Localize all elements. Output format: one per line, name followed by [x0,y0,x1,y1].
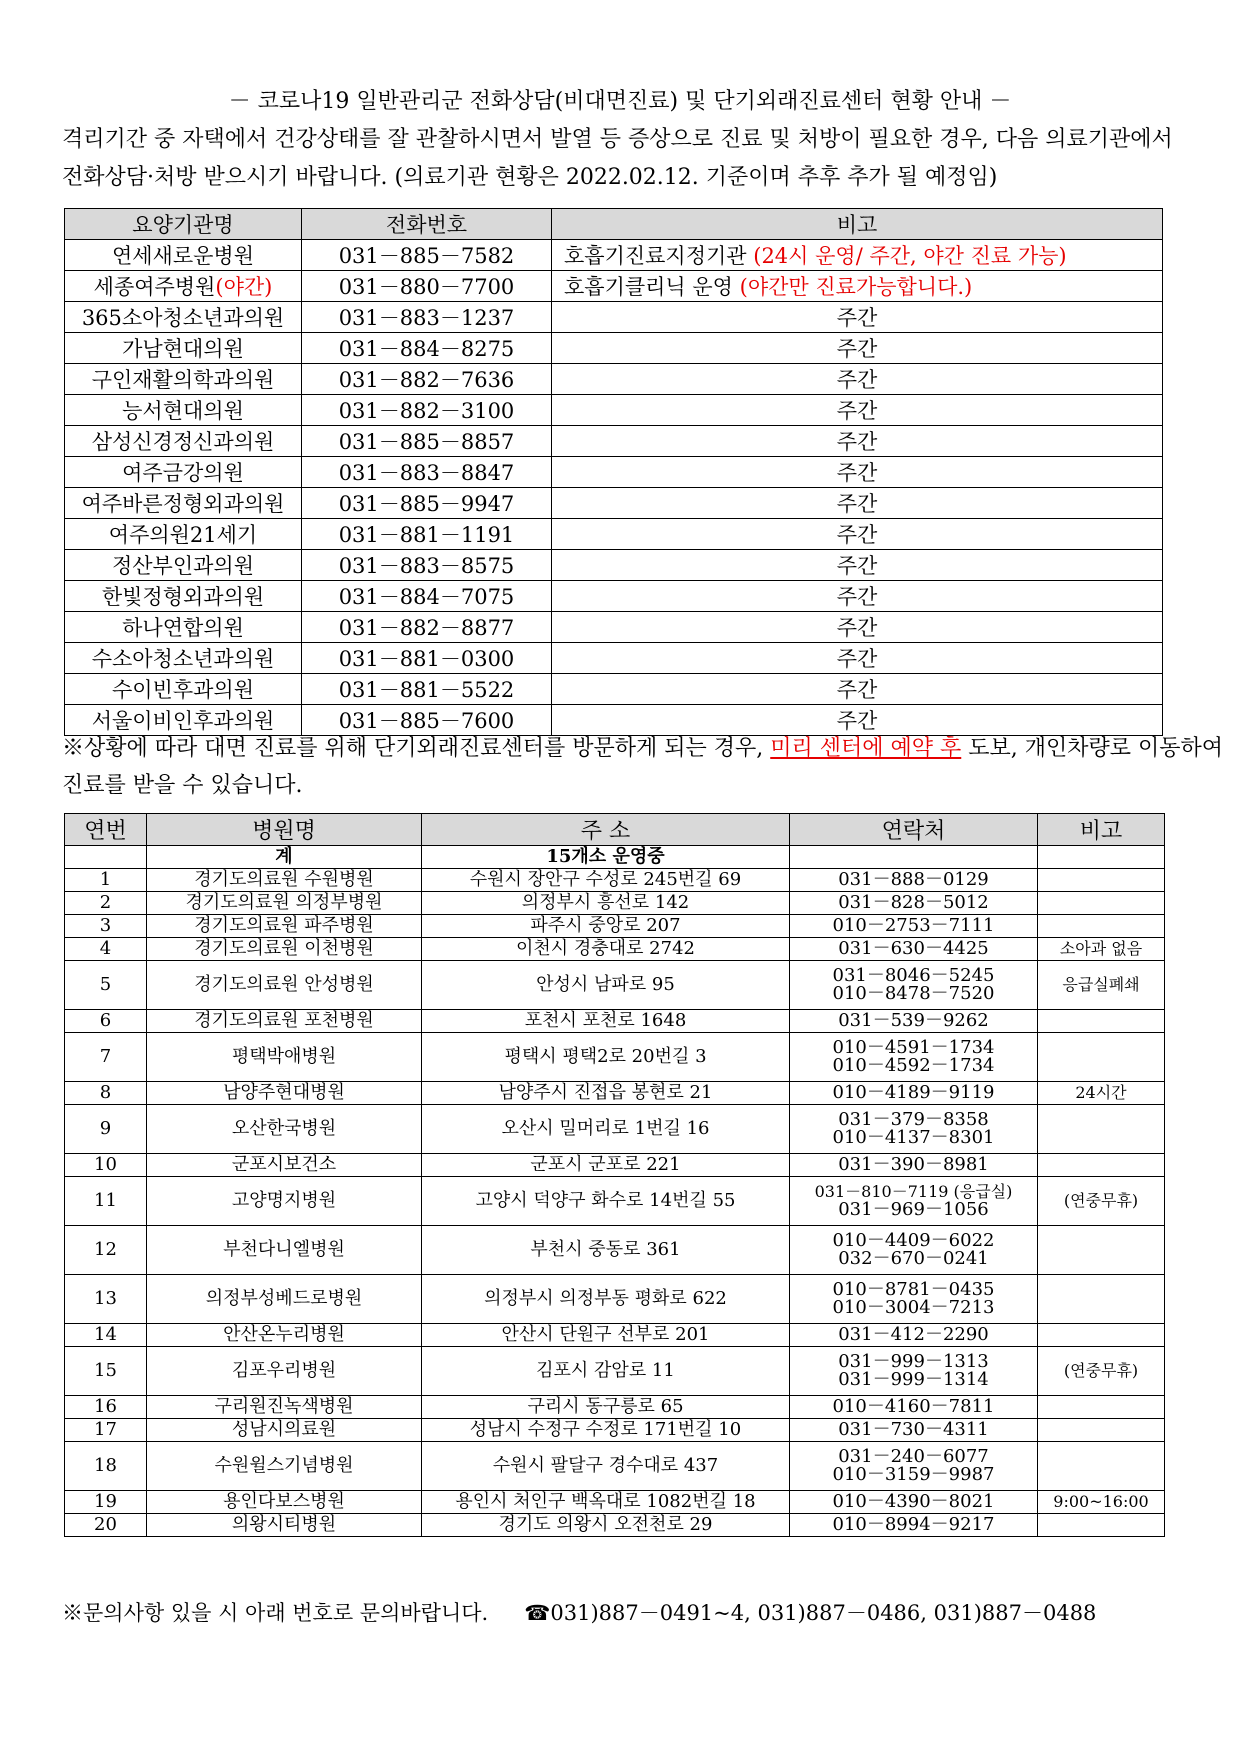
hospital-address: 파주시 중앙로 207 [422,915,790,938]
hospital-name: 수원윌스기념병원 [147,1442,422,1491]
short-term-clinic-table [64,813,1165,1537]
contact-phone-alt: 031－969－1056 [838,1199,989,1220]
reservation-emphasis: 미리 센터에 예약 후 [770,736,962,761]
hospital-name: 경기도의료원 의정부병원 [147,892,422,915]
institution-name: 연세새로운병원 [111,244,254,268]
hospital-name: 안산온누리병원 [147,1324,422,1347]
hospital-address: 용인시 처인구 백옥대로 1082번길 18 [422,1491,790,1514]
intro-line-2: 전화상담·처방 받으시기 바랍니다. (의료기관 현황은 2022.02.12. 기준이며 추후 추가 될 예정임) [62,165,998,190]
header-remark: 비고 [1038,814,1165,846]
phone-cell: 031－885－7600 [302,705,552,736]
contact-phone-alt: 031－999－1314 [838,1369,989,1390]
note-text: 주간 [836,461,878,485]
note-text: 주간 [836,368,878,392]
remark-cell [1038,1154,1165,1177]
contact-cell [790,869,1038,892]
note-text: 주간 [836,337,878,361]
row-number: 18 [65,1442,147,1491]
table-row [65,240,1163,271]
institution-name: 여주금강의원 [122,461,244,485]
hospital-name: 평택박애병원 [147,1033,422,1082]
note-cell [552,581,1163,612]
note-cell [552,426,1163,457]
row-number: 20 [65,1514,147,1537]
contact-phone: 010－4160－7811 [832,1396,995,1417]
table-row [65,643,1163,674]
institution-name: 수이빈후과의원 [111,678,254,702]
table-row [65,550,1163,581]
hospital-name: 경기도의료원 수원병원 [147,869,422,892]
table-header-row [65,814,1165,846]
note-cell [552,457,1163,488]
contact-phone: 031－999－1313 [838,1351,989,1372]
table-row [65,1514,1165,1537]
hospital-name: 구리원진녹색병원 [147,1396,422,1419]
row-number: 10 [65,1154,147,1177]
institution-tag: (야간) [215,275,273,299]
institution-cell [65,271,302,302]
summary-row [65,846,1165,869]
header-address: 주 소 [422,814,790,846]
institution-name: 수소아청소년과의원 [91,647,275,671]
row-number: 6 [65,1010,147,1033]
hospital-name: 군포시보건소 [147,1154,422,1177]
hospital-name: 경기도의료원 안성병원 [147,961,422,1010]
hospital-address: 포천시 포천로 1648 [422,1010,790,1033]
remark-cell: (연중무휴) [1038,1177,1165,1226]
contact-cell [790,1514,1038,1537]
note-text: 주간 [836,554,878,578]
note-text: 호흡기클리닉 운영 [564,275,740,299]
phone-cell: 031－881－5522 [302,674,552,705]
row-number: 7 [65,1033,147,1082]
note-text: 호흡기진료지정기관 [564,244,754,268]
phone-cell: 031－880－7700 [302,271,552,302]
row-number: 8 [65,1082,147,1105]
institution-name: 세종여주병원 [93,275,216,299]
hospital-address: 의정부시 흥선로 142 [422,892,790,915]
hospital-name: 경기도의료원 파주병원 [147,915,422,938]
row-number: 16 [65,1396,147,1419]
contact-cell [790,1275,1038,1324]
phone-cell: 031－882－3100 [302,395,552,426]
hospital-address: 부천시 중동로 361 [422,1226,790,1275]
contact-cell [790,1033,1038,1082]
remark-cell: (연중무휴) [1038,1347,1165,1396]
contact-phone-alt: 010－8478－7520 [832,983,995,1004]
table-row [65,1226,1165,1275]
summary-label: 계 [147,846,422,869]
hospital-name: 경기도의료원 이천병원 [147,938,422,961]
table-row [65,1105,1165,1154]
contact-phone: 031－810－7119 (응급실) [814,1182,1013,1201]
institution-name: 여주의원21세기 [108,523,258,547]
table-row [65,1442,1165,1491]
contact-cell [790,892,1038,915]
note-text: 주간 [836,616,878,640]
hospital-address: 안성시 남파로 95 [422,961,790,1010]
institution-name: 365소아청소년과의원 [81,306,285,330]
contact-phone: 010－4390－8021 [832,1491,995,1512]
table-row [65,1177,1165,1226]
visit-notice-line-2: 진료를 받을 수 있습니다. [62,773,303,798]
contact-cell [790,1396,1038,1419]
header-phone: 전화번호 [302,209,552,240]
hospital-name: 경기도의료원 포천병원 [147,1010,422,1033]
table-row [65,302,1163,333]
note-text: 주간 [836,430,878,454]
row-number: 1 [65,869,147,892]
institution-cell [65,395,302,426]
summary-count: 15개소 운영중 [422,846,790,869]
contact-phone: 010－4409－6022 [832,1230,995,1251]
row-number: 15 [65,1347,147,1396]
contact-cell [790,915,1038,938]
remark-cell [1038,1033,1165,1082]
row-number: 3 [65,915,147,938]
contact-phone-alt: 010－3004－7213 [832,1297,995,1318]
institution-name: 한빛정형외과의원 [101,585,265,609]
remark-cell [1038,1419,1165,1442]
institution-cell [65,364,302,395]
institution-cell [65,550,302,581]
remark-cell [1038,1514,1165,1537]
note-cell [552,333,1163,364]
phone-cell: 031－885－8857 [302,426,552,457]
row-number: 19 [65,1491,147,1514]
hospital-name: 의정부성베드로병원 [147,1275,422,1324]
table-row [65,333,1163,364]
remark-cell [1038,915,1165,938]
note-text: 주간 [836,709,878,733]
table-row [65,364,1163,395]
phone-cell: 031－882－7636 [302,364,552,395]
table-row [65,1491,1165,1514]
hospital-address: 안산시 단원구 선부로 201 [422,1324,790,1347]
phone-cell: 031－885－9947 [302,488,552,519]
remark-cell [1038,892,1165,915]
contact-phone-alt: 010－4137－8301 [832,1127,995,1148]
phone-cell: 031－884－8275 [302,333,552,364]
phone-cell: 031－883－8847 [302,457,552,488]
table-header-row [65,209,1163,240]
page-title: － 코로나19 일반관리군 전화상담(비대면진료) 및 단기외래진료센터 현황 안내 － [228,89,1012,114]
table-row [65,519,1163,550]
institution-name: 구인재활의학과의원 [91,368,275,392]
remark-cell: 9:00~16:00 [1038,1491,1165,1514]
contact-cell [790,1154,1038,1177]
contact-cell [790,1010,1038,1033]
row-number: 12 [65,1226,147,1275]
note-cell [552,395,1163,426]
header-institution: 요양기관명 [65,209,302,240]
phone-cell: 031－884－7075 [302,581,552,612]
visit-notice-text-end: 도보, 개인차량로 이동하여 [961,736,1223,761]
remark-cell [1038,1442,1165,1491]
contact-phone: 031－379－8358 [838,1109,989,1130]
contact-cell [790,938,1038,961]
note-cell [552,488,1163,519]
institution-cell [65,519,302,550]
visit-notice-line-1 [62,731,1223,762]
institution-name: 능서현대의원 [122,399,244,423]
table-row [65,1275,1165,1324]
table-row [65,961,1165,1010]
institution-name: 서울이비인후과의원 [91,709,275,733]
table-row [65,915,1165,938]
hospital-name: 남양주현대병원 [147,1082,422,1105]
note-text: 주간 [836,647,878,671]
hospital-name: 용인다보스병원 [147,1491,422,1514]
table-row [65,395,1163,426]
header-hospital: 병원명 [147,814,422,846]
hospital-address: 김포시 감암로 11 [422,1347,790,1396]
contact-cell [790,961,1038,1010]
hospital-address: 구리시 동구릉로 65 [422,1396,790,1419]
contact-cell [790,1491,1038,1514]
note-text: 주간 [836,523,878,547]
visit-notice-text: ※상황에 따라 대면 진료를 위해 단기외래진료센터를 방문하게 되는 경우, [62,736,771,761]
remark-cell [1038,1324,1165,1347]
table-row [65,612,1163,643]
table-row [65,938,1165,961]
table-row [65,869,1165,892]
table-row [65,581,1163,612]
remark-cell: 24시간 [1038,1082,1165,1105]
remark-cell: 응급실폐쇄 [1038,961,1165,1010]
contact-cell [790,1226,1038,1275]
phone-cell: 031－885－7582 [302,240,552,271]
row-number: 17 [65,1419,147,1442]
hospital-name: 김포우리병원 [147,1347,422,1396]
hospital-name: 오산한국병원 [147,1105,422,1154]
hospital-name: 부천다니엘병원 [147,1226,422,1275]
phone-cell: 031－881－0300 [302,643,552,674]
table-row [65,426,1163,457]
note-cell [552,302,1163,333]
contact-phone: 031－390－8981 [838,1154,989,1175]
institution-cell [65,333,302,364]
hospital-name: 고양명지병원 [147,1177,422,1226]
institution-name: 정산부인과의원 [111,554,254,578]
institution-name: 여주바른정형외과의원 [81,492,285,516]
contact-phone: 031－828－5012 [838,892,989,913]
contact-cell [790,1419,1038,1442]
note-cell [552,674,1163,705]
note-cell [552,643,1163,674]
hospital-address: 이천시 경충대로 2742 [422,938,790,961]
contact-phone: 031－412－2290 [838,1324,989,1345]
institution-cell [65,457,302,488]
note-cell [552,240,1163,271]
contact-phone: 031－630－4425 [838,938,989,959]
note-emphasis: (야간만 진료가능합니다.) [739,275,973,299]
header-number: 연번 [65,814,147,846]
institution-name: 삼성신경정신과의원 [91,430,275,454]
note-text: 주간 [836,399,878,423]
note-text: 주간 [836,492,878,516]
phone-consult-table [64,208,1163,736]
phone-cell: 031－883－1237 [302,302,552,333]
contact-phone: 031－539－9262 [838,1010,989,1031]
table-row [65,674,1163,705]
remark-cell [1038,1010,1165,1033]
summary-empty [65,846,147,869]
contact-cell [790,1442,1038,1491]
contact-cell [790,1082,1038,1105]
table-row [65,1082,1165,1105]
remark-cell [1038,869,1165,892]
hospital-name: 의왕시티병원 [147,1514,422,1537]
table-row [65,1154,1165,1177]
phone-cell: 031－881－1191 [302,519,552,550]
table-row [65,1419,1165,1442]
contact-phone: 031－240－6077 [838,1446,989,1467]
row-number: 5 [65,961,147,1010]
table-row [65,488,1163,519]
contact-cell [790,1347,1038,1396]
institution-cell [65,643,302,674]
institution-cell [65,488,302,519]
note-emphasis: (24시 운영/ 주간, 야간 진료 가능) [753,244,1067,268]
note-text: 주간 [836,678,878,702]
hospital-address: 성남시 수정구 수정로 171번길 10 [422,1419,790,1442]
contact-phone-alt: 010－4592－1734 [832,1055,995,1076]
contact-phone-alt: 010－3159－9987 [832,1464,995,1485]
phone-cell: 031－882－8877 [302,612,552,643]
institution-cell [65,674,302,705]
contact-phone: 010－8994－9217 [832,1514,995,1535]
intro-line-1: 격리기간 중 자택에서 건강상태를 잘 관찰하시면서 발열 등 증상으로 진료 및 처방이 필요한 경우, 다음 의료기관에서 [62,127,1173,152]
contact-phone: 031－730－4311 [838,1419,989,1440]
phone-cell: 031－883－8575 [302,550,552,581]
header-contact: 연락처 [790,814,1038,846]
note-cell [552,550,1163,581]
table-row [65,1396,1165,1419]
contact-phone: 031－888－0129 [838,869,989,890]
footer-text: ※문의사항 있을 시 아래 번호로 문의바랍니다. [62,1601,489,1625]
contact-phone: 010－4591－1734 [832,1037,995,1058]
note-cell [552,519,1163,550]
footer-contact [62,1597,1096,1627]
row-number: 14 [65,1324,147,1347]
hospital-address: 고양시 덕양구 화수로 14번길 55 [422,1177,790,1226]
table-row [65,1010,1165,1033]
institution-cell [65,612,302,643]
remark-cell [1038,1105,1165,1154]
row-number: 9 [65,1105,147,1154]
contact-cell [790,1177,1038,1226]
table-row [65,1033,1165,1082]
note-cell [552,612,1163,643]
contact-phone: 010－4189－9119 [832,1082,995,1103]
contact-phone: 010－2753－7111 [832,915,995,936]
table-row [65,1324,1165,1347]
hospital-address: 경기도 의왕시 오전천로 29 [422,1514,790,1537]
remark-cell [1038,1396,1165,1419]
hospital-address: 수원시 팔달구 경수대로 437 [422,1442,790,1491]
row-number: 2 [65,892,147,915]
remark-cell [1038,1275,1165,1324]
remark-cell [1038,1226,1165,1275]
institution-cell [65,302,302,333]
table-row [65,457,1163,488]
contact-cell [790,1324,1038,1347]
hospital-address: 남양주시 진접읍 봉현로 21 [422,1082,790,1105]
footer-phones: ☎031)887－0491~4, 031)887－0486, 031)887－0488 [524,1601,1097,1625]
summary-empty [1038,846,1165,869]
hospital-address: 의정부시 의정부동 평화로 622 [422,1275,790,1324]
summary-empty [790,846,1038,869]
hospital-address: 수원시 장안구 수성로 245번길 69 [422,869,790,892]
contact-cell [790,1105,1038,1154]
row-number: 13 [65,1275,147,1324]
note-cell [552,364,1163,395]
row-number: 4 [65,938,147,961]
hospital-address: 평택시 평택2로 20번길 3 [422,1033,790,1082]
hospital-address: 오산시 밀머리로 1번길 16 [422,1105,790,1154]
institution-cell [65,426,302,457]
hospital-name: 성남시의료원 [147,1419,422,1442]
contact-phone: 010－8781－0435 [832,1279,995,1300]
row-number: 11 [65,1177,147,1226]
table-row [65,892,1165,915]
header-note: 비고 [552,209,1163,240]
note-text: 주간 [836,306,878,330]
institution-name: 하나연합의원 [122,616,244,640]
institution-cell [65,581,302,612]
hospital-address: 군포시 군포로 221 [422,1154,790,1177]
table-row [65,271,1163,302]
contact-phone-alt: 032－670－0241 [838,1248,989,1269]
institution-cell [65,240,302,271]
remark-cell: 소아과 없음 [1038,938,1165,961]
table-row [65,1347,1165,1396]
note-text: 주간 [836,585,878,609]
contact-phone: 031－8046－5245 [832,965,995,986]
institution-name: 가남현대의원 [122,337,244,361]
note-cell [552,271,1163,302]
